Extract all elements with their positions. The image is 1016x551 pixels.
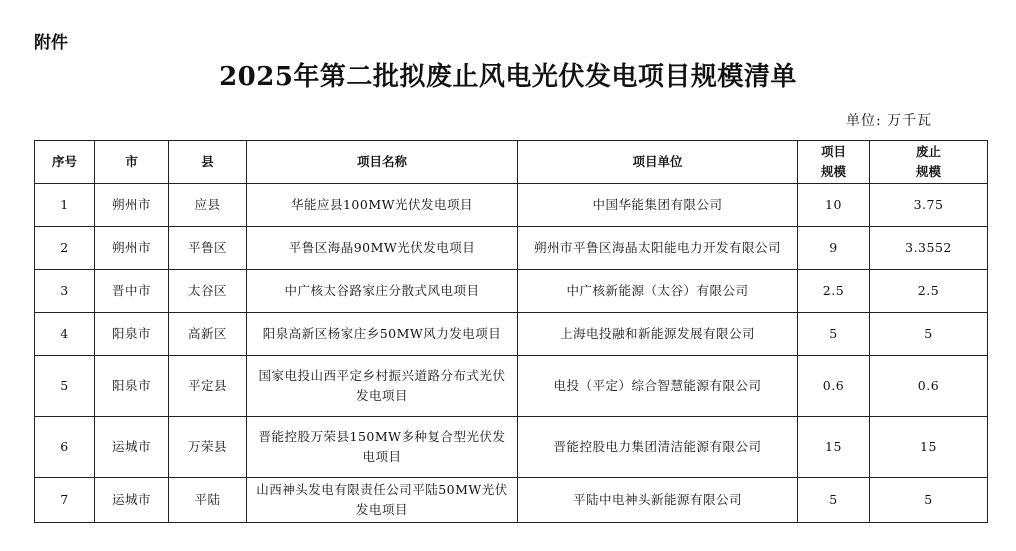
cell-county: 平定县 [169,356,247,417]
annex-label: 附件 [34,33,68,53]
cell-project-unit: 中国华能集团有限公司 [518,184,798,227]
col-header-project-scale-line2: 规模 [820,164,846,179]
cell-seq: 1 [35,184,95,227]
cell-project-scale: 5 [798,478,870,523]
cell-county: 平鲁区 [169,227,247,270]
cell-project-scale: 10 [798,184,870,227]
table-row [35,313,988,356]
cell-seq: 5 [35,356,95,417]
cell-seq: 4 [35,313,95,356]
cell-project-name: 中广核太谷路家庄分散式风电项目 [247,270,518,313]
cell-project-scale: 5 [798,313,870,356]
cell-abolish-scale: 0.6 [870,356,988,417]
cell-project-name: 国家电投山西平定乡村振兴道路分布式光伏发电项目 [247,356,518,417]
project-table [34,140,988,523]
col-header-abolish-scale-line2: 规模 [915,164,941,179]
cell-seq: 2 [35,227,95,270]
col-header-project-scale [798,141,870,184]
cell-project-unit: 中广核新能源（太谷）有限公司 [518,270,798,313]
table-header-row [35,141,988,184]
col-header-abolish-scale [870,141,988,184]
cell-project-name: 阳泉高新区杨家庄乡50MW风力发电项目 [247,313,518,356]
cell-abolish-scale: 2.5 [870,270,988,313]
cell-project-scale: 15 [798,417,870,478]
cell-project-name: 华能应县100MW光伏发电项目 [247,184,518,227]
cell-project-unit: 上海电投融和新能源发展有限公司 [518,313,798,356]
cell-seq: 3 [35,270,95,313]
cell-abolish-scale: 3.3552 [870,227,988,270]
cell-city: 朔州市 [95,184,169,227]
cell-city: 运城市 [95,417,169,478]
cell-city: 朔州市 [95,227,169,270]
cell-county: 平陆 [169,478,247,523]
cell-project-scale: 2.5 [798,270,870,313]
cell-county: 高新区 [169,313,247,356]
cell-seq: 6 [35,417,95,478]
cell-project-unit: 平陆中电神头新能源有限公司 [518,478,798,523]
cell-city: 晋中市 [95,270,169,313]
table-row [35,270,988,313]
cell-project-name: 晋能控股万荣县150MW多种复合型光伏发电项目 [247,417,518,478]
cell-abolish-scale: 5 [870,478,988,523]
table-row [35,184,988,227]
cell-city: 阳泉市 [95,356,169,417]
col-header-project-name: 项目名称 [247,141,518,184]
cell-project-unit: 电投（平定）综合智慧能源有限公司 [518,356,798,417]
table-row [35,227,988,270]
cell-county: 太谷区 [169,270,247,313]
col-header-abolish-scale-line1: 废止 [915,144,941,159]
cell-abolish-scale: 3.75 [870,184,988,227]
page-title: 2025年第二批拟废止风电光伏发电项目规模清单 [219,62,797,92]
col-header-project-scale-line1: 项目 [820,144,846,159]
col-header-city: 市 [95,141,169,184]
unit-label: 单位: 万千瓦 [846,113,933,129]
cell-project-name: 山西神头发电有限责任公司平陆50MW光伏发电项目 [247,478,518,523]
col-header-county: 县 [169,141,247,184]
cell-project-scale: 0.6 [798,356,870,417]
cell-seq: 7 [35,478,95,523]
table-row [35,356,988,417]
cell-project-unit: 晋能控股电力集团清洁能源有限公司 [518,417,798,478]
cell-abolish-scale: 15 [870,417,988,478]
cell-project-scale: 9 [798,227,870,270]
cell-city: 运城市 [95,478,169,523]
col-header-seq: 序号 [35,141,95,184]
table-row [35,478,988,523]
cell-project-unit: 朔州市平鲁区海晶太阳能电力开发有限公司 [518,227,798,270]
cell-county: 应县 [169,184,247,227]
cell-abolish-scale: 5 [870,313,988,356]
table-row [35,417,988,478]
col-header-project-unit: 项目单位 [518,141,798,184]
cell-county: 万荣县 [169,417,247,478]
cell-project-name: 平鲁区海晶90MW光伏发电项目 [247,227,518,270]
cell-city: 阳泉市 [95,313,169,356]
